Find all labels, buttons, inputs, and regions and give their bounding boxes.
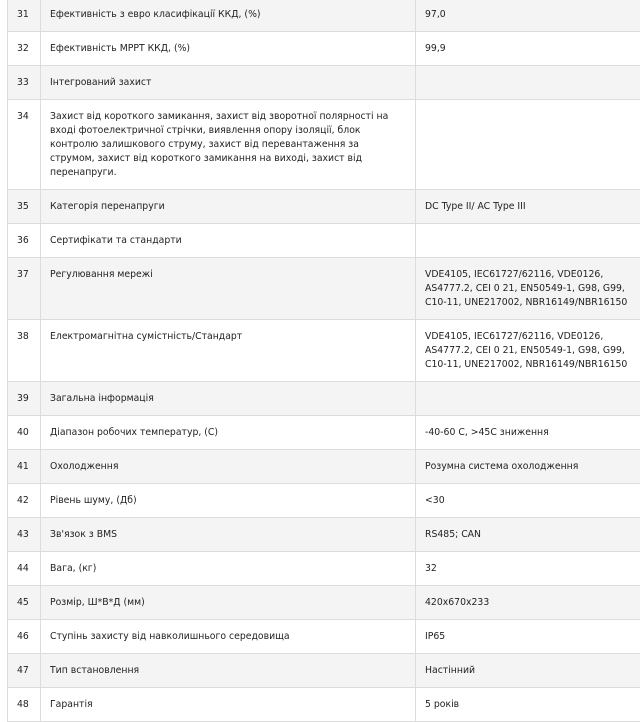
row-number: 40	[8, 416, 41, 450]
row-number: 39	[8, 382, 41, 416]
row-value: 99,9	[416, 32, 640, 66]
row-number: 34	[8, 100, 41, 190]
row-number: 33	[8, 66, 41, 100]
row-number: 45	[8, 586, 41, 620]
row-value: <30	[416, 484, 640, 518]
row-parameter: Захист від короткого замикання, захист від зворотної полярності на вході фотоелектричної стрічки, виявлення опору ізоляції, блок контролю залишкового струму, захист від перевантаження за струмом, захист від короткого замикання на виході, захист від перенапруги.	[41, 100, 416, 190]
spec-table-body	[8, 0, 640, 722]
row-value: Розумна система охолодження	[416, 450, 640, 484]
row-value: 97,0	[416, 0, 640, 32]
row-parameter: Охолодження	[41, 450, 416, 484]
table-row	[8, 258, 640, 320]
table-row	[8, 620, 640, 654]
row-parameter: Зв'язок з BMS	[41, 518, 416, 552]
row-number: 36	[8, 224, 41, 258]
row-parameter: Сертифікати та стандарти	[41, 224, 416, 258]
row-parameter: Розмір, Ш*В*Д (мм)	[41, 586, 416, 620]
row-number: 38	[8, 320, 41, 382]
table-row	[8, 586, 640, 620]
row-number: 35	[8, 190, 41, 224]
table-row	[8, 66, 640, 100]
table-row	[8, 688, 640, 722]
table-row	[8, 552, 640, 586]
row-parameter: Вага, (кг)	[41, 552, 416, 586]
row-number: 31	[8, 0, 41, 32]
spec-table	[7, 0, 640, 722]
row-parameter: Тип встановлення	[41, 654, 416, 688]
table-row	[8, 320, 640, 382]
table-row	[8, 190, 640, 224]
table-row	[8, 0, 640, 32]
row-value: DC Type II/ AC Type III	[416, 190, 640, 224]
table-row	[8, 32, 640, 66]
row-number: 47	[8, 654, 41, 688]
row-value	[416, 224, 640, 258]
row-number: 32	[8, 32, 41, 66]
row-value: 5 років	[416, 688, 640, 722]
row-value: 32	[416, 552, 640, 586]
row-parameter: Гарантія	[41, 688, 416, 722]
table-row	[8, 484, 640, 518]
table-row	[8, 654, 640, 688]
table-row	[8, 450, 640, 484]
row-value	[416, 382, 640, 416]
row-parameter: Ступінь захисту від навколишнього середовища	[41, 620, 416, 654]
table-row	[8, 518, 640, 552]
table-row	[8, 382, 640, 416]
row-value: 420х670х233	[416, 586, 640, 620]
row-parameter: Категорія перенапруги	[41, 190, 416, 224]
row-value: Настінний	[416, 654, 640, 688]
row-value: VDE4105, IEC61727/62116, VDE0126, AS4777.2, CEI 0 21, EN50549-1, G98, G99, C10-11, UNE217002, NBR16149/NBR16150	[416, 320, 640, 382]
row-number: 41	[8, 450, 41, 484]
row-parameter: Загальна інформація	[41, 382, 416, 416]
row-parameter: Регулювання мережі	[41, 258, 416, 320]
table-row	[8, 416, 640, 450]
row-value: VDE4105, IEC61727/62116, VDE0126, AS4777.2, CEI 0 21, EN50549-1, G98, G99, C10-11, UNE217002, NBR16149/NBR16150	[416, 258, 640, 320]
row-value: RS485; CAN	[416, 518, 640, 552]
row-parameter: Ефективність з евро класифікації ККД, (%)	[41, 0, 416, 32]
row-value	[416, 100, 640, 190]
row-parameter: Електромагнітна сумістність/Стандарт	[41, 320, 416, 382]
row-number: 43	[8, 518, 41, 552]
table-row	[8, 100, 640, 190]
row-parameter: Інтегрований захист	[41, 66, 416, 100]
row-number: 42	[8, 484, 41, 518]
row-value: IP65	[416, 620, 640, 654]
row-number: 37	[8, 258, 41, 320]
row-parameter: Ефективність МРРТ ККД, (%)	[41, 32, 416, 66]
row-value: -40-60 С, >45С зниження	[416, 416, 640, 450]
row-parameter: Рівень шуму, (Дб)	[41, 484, 416, 518]
row-parameter: Діапазон робочих температур, (С)	[41, 416, 416, 450]
row-number: 48	[8, 688, 41, 722]
table-row	[8, 224, 640, 258]
row-value	[416, 66, 640, 100]
row-number: 44	[8, 552, 41, 586]
row-number: 46	[8, 620, 41, 654]
